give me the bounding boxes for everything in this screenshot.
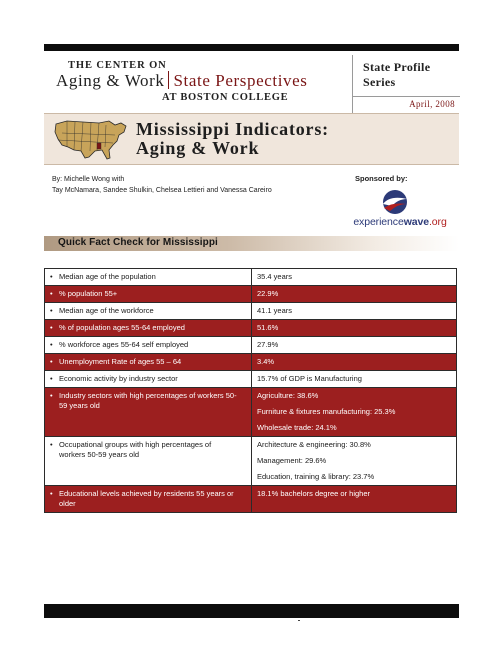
fact-value-cell — [252, 437, 457, 486]
fact-value: 27.9% — [257, 340, 279, 349]
fact-value-cell — [252, 286, 457, 303]
fact-value: Education, training & library: 23.7% — [257, 472, 375, 481]
authors — [52, 174, 272, 196]
bullet-icon: • — [50, 340, 53, 349]
fact-table — [44, 268, 457, 513]
table-row — [45, 486, 457, 513]
table-row — [45, 388, 457, 437]
fact-value: Furniture & fixtures manufacturing: 25.3% — [257, 407, 396, 416]
mississippi-highlight — [97, 143, 101, 149]
fact-value: Wholesale trade: 24.1% — [257, 423, 337, 432]
fact-value: 3.4% — [257, 357, 275, 366]
fact-value: Management: 29.6% — [257, 456, 327, 465]
authors-line-1: By: Michelle Wong with — [52, 176, 125, 183]
org-line-3: AT BOSTON COLLEGE — [162, 92, 289, 103]
sponsor-name-suffix: .org — [428, 216, 447, 228]
fact-value: 41.1 years — [257, 306, 293, 315]
page-title — [136, 120, 329, 158]
bullet-icon: • — [50, 489, 53, 498]
title-band — [44, 113, 459, 165]
org-name: Aging & Work — [56, 71, 165, 90]
series-divider — [353, 96, 460, 97]
table-row — [45, 437, 457, 486]
fact-value: 35.4 years — [257, 272, 293, 281]
bullet-icon: • — [50, 323, 53, 332]
sponsor-logo[interactable] — [352, 187, 448, 233]
table-row — [45, 320, 457, 337]
fact-value: 51.6% — [257, 323, 279, 332]
fact-label-cell — [45, 286, 252, 303]
fact-label-cell — [45, 337, 252, 354]
series-box — [352, 55, 460, 113]
sponsor-wave-icon — [378, 189, 412, 215]
fact-label: Educational levels achieved by residents 55 years or older — [59, 489, 234, 508]
bullet-icon: • — [50, 440, 53, 449]
fact-value: Agriculture: 38.6% — [257, 391, 319, 400]
bullet-icon: • — [50, 289, 53, 298]
fact-value: 18.1% bachelors degree or higher — [257, 489, 370, 498]
fact-label: % population 55+ — [59, 289, 118, 298]
fact-label: Median age of the population — [59, 272, 156, 281]
sponsor-name — [352, 216, 448, 228]
table-row — [45, 286, 457, 303]
org-logo — [44, 55, 352, 112]
table-row — [45, 371, 457, 388]
bottom-rule — [44, 604, 459, 618]
sponsor-name-prefix: experience — [353, 216, 404, 228]
fact-label-cell — [45, 371, 252, 388]
title-line-2: Aging & Work — [136, 138, 260, 158]
fact-value-cell — [252, 371, 457, 388]
fact-label: Unemployment Rate of ages 55 – 64 — [59, 357, 182, 366]
fact-label-cell — [45, 303, 252, 320]
table-row — [45, 303, 457, 320]
org-separator — [168, 71, 169, 89]
section-title: Quick Fact Check for Mississippi — [58, 237, 218, 248]
section-header — [44, 236, 459, 251]
fact-label: Industry sectors with high percentages of workers 50-59 years old — [59, 391, 237, 410]
fact-label: % of population ages 55-64 employed — [59, 323, 185, 332]
bullet-icon: • — [50, 306, 53, 315]
org-line-1: THE CENTER ON — [68, 60, 167, 71]
fact-label-cell — [45, 437, 252, 486]
page-marker — [298, 620, 300, 621]
fact-label: % workforce ages 55-64 self employed — [59, 340, 189, 349]
sponsored-by-label: Sponsored by: — [355, 174, 408, 183]
fact-value-cell — [252, 388, 457, 437]
fact-value-cell — [252, 320, 457, 337]
fact-value-cell — [252, 354, 457, 371]
org-line-2 — [56, 71, 308, 91]
authors-line-2: Tay McNamara, Sandee Shulkin, Chelsea Lettieri and Vanessa Careiro — [52, 187, 272, 194]
fact-label-cell — [45, 388, 252, 437]
fact-label-cell — [45, 269, 252, 286]
fact-label: Median age of the workforce — [59, 306, 154, 315]
fact-label: Economic activity by industry sector — [59, 374, 178, 383]
fact-label: Occupational groups with high percentages of workers 50-59 years old — [59, 440, 212, 459]
fact-value: Architecture & engineering: 30.8% — [257, 440, 371, 449]
table-row — [45, 269, 457, 286]
org-perspectives: State Perspectives — [173, 71, 308, 90]
fact-value-cell — [252, 303, 457, 320]
bullet-icon: • — [50, 391, 53, 400]
bullet-icon: • — [50, 357, 53, 366]
table-row — [45, 354, 457, 371]
fact-value-cell — [252, 269, 457, 286]
publication-date: April, 2008 — [409, 99, 455, 109]
bullet-icon: • — [50, 374, 53, 383]
series-label: State Profile Series — [363, 60, 431, 89]
top-rule — [44, 44, 459, 51]
us-map-icon — [53, 117, 129, 161]
table-row — [45, 337, 457, 354]
fact-value-cell — [252, 337, 457, 354]
title-line-1: Mississippi Indicators: — [136, 119, 329, 139]
fact-value: 15.7% of GDP is Manufacturing — [257, 374, 362, 383]
fact-label-cell — [45, 486, 252, 513]
fact-value-cell — [252, 486, 457, 513]
fact-label-cell — [45, 354, 252, 371]
fact-label-cell — [45, 320, 252, 337]
sponsor-name-bold: wave — [403, 216, 429, 228]
bullet-icon: • — [50, 272, 53, 281]
fact-value: 22.9% — [257, 289, 279, 298]
